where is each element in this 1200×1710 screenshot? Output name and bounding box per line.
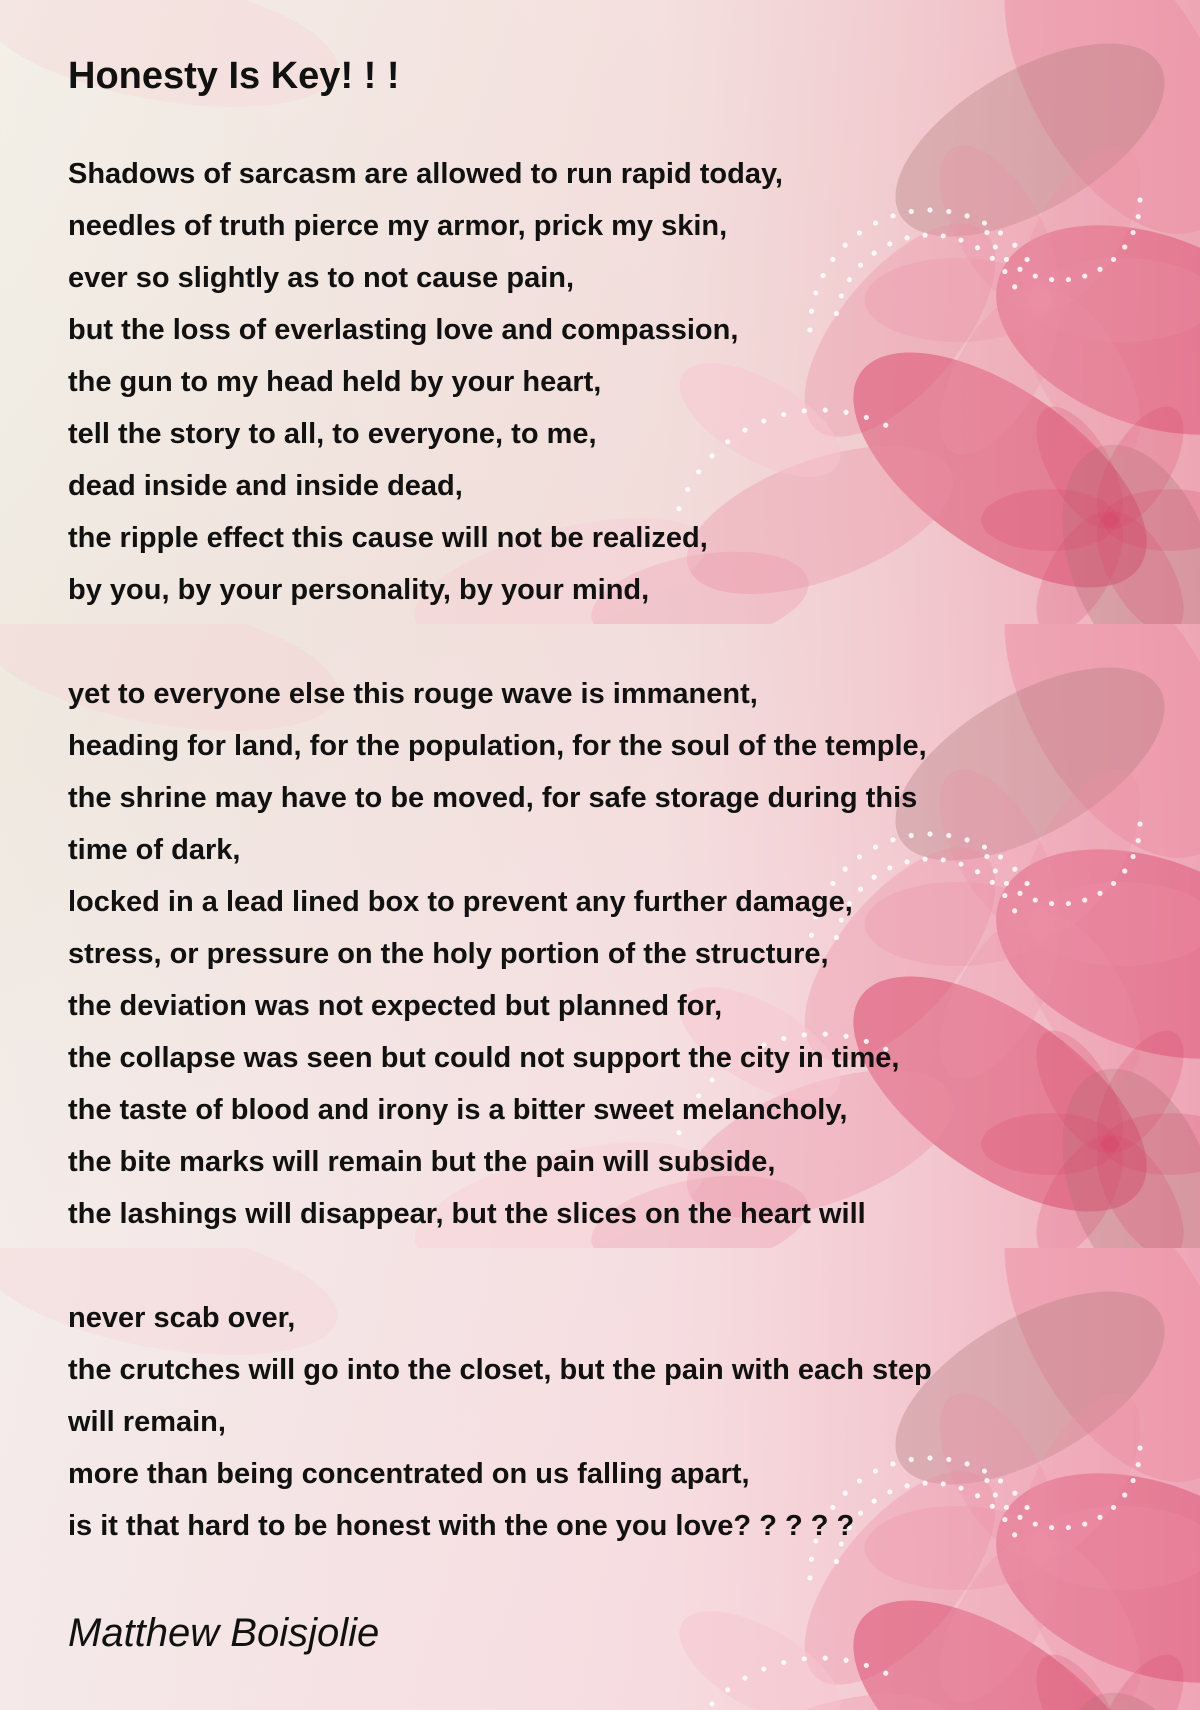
poem-line: the bite marks will remain but the pain will subside, — [68, 1146, 776, 1178]
poem-line: the lashings will disappear, but the slices on the heart will — [68, 1198, 866, 1230]
poem-line: more than being concentrated on us falling apart, — [68, 1458, 750, 1490]
poem-line: the shrine may have to be moved, for safe storage during this — [68, 782, 918, 814]
poem-line: time of dark, — [68, 834, 241, 866]
poem-line: but the loss of everlasting love and compassion, — [68, 314, 739, 346]
poem-line: the collapse was seen but could not support the city in time, — [68, 1042, 900, 1074]
poem-line: never scab over, — [68, 1302, 296, 1334]
poem-line: locked in a lead lined box to prevent any further damage, — [68, 886, 853, 918]
poem-line: heading for land, for the population, for the soul of the temple, — [68, 730, 927, 762]
poem-line: is it that hard to be honest with the one you love? ? ? ? ? — [68, 1510, 855, 1542]
poem-line: the deviation was not expected but planned for, — [68, 990, 723, 1022]
poem-line: Shadows of sarcasm are allowed to run rapid today, — [68, 158, 783, 190]
poem-line: stress, or pressure on the holy portion of the structure, — [68, 938, 829, 970]
stanza-1 — [68, 148, 783, 616]
poem-line: the taste of blood and irony is a bitter sweet melancholy, — [68, 1094, 848, 1126]
poem-author: Matthew Boisjolie — [68, 1611, 380, 1655]
poem-line: needles of truth pierce my armor, prick my skin, — [68, 210, 728, 242]
poem-line: the ripple effect this cause will not be realized, — [68, 522, 708, 554]
stanza-3 — [68, 1292, 932, 1552]
poem-line: by you, by your personality, by your mind, — [68, 574, 650, 606]
poem-line: will remain, — [68, 1406, 226, 1438]
poem-line: tell the story to all, to everyone, to me, — [68, 418, 597, 450]
poem-line: yet to everyone else this rouge wave is immanent, — [68, 678, 758, 710]
poem-line: ever so slightly as to not cause pain, — [68, 262, 575, 294]
stanza-2 — [68, 668, 927, 1240]
poem-line: the crutches will go into the closet, but the pain with each step — [68, 1354, 932, 1386]
poem-title: Honesty Is Key! ! ! — [68, 55, 400, 97]
poem-line: dead inside and inside dead, — [68, 470, 463, 502]
poem-line: the gun to my head held by your heart, — [68, 366, 602, 398]
